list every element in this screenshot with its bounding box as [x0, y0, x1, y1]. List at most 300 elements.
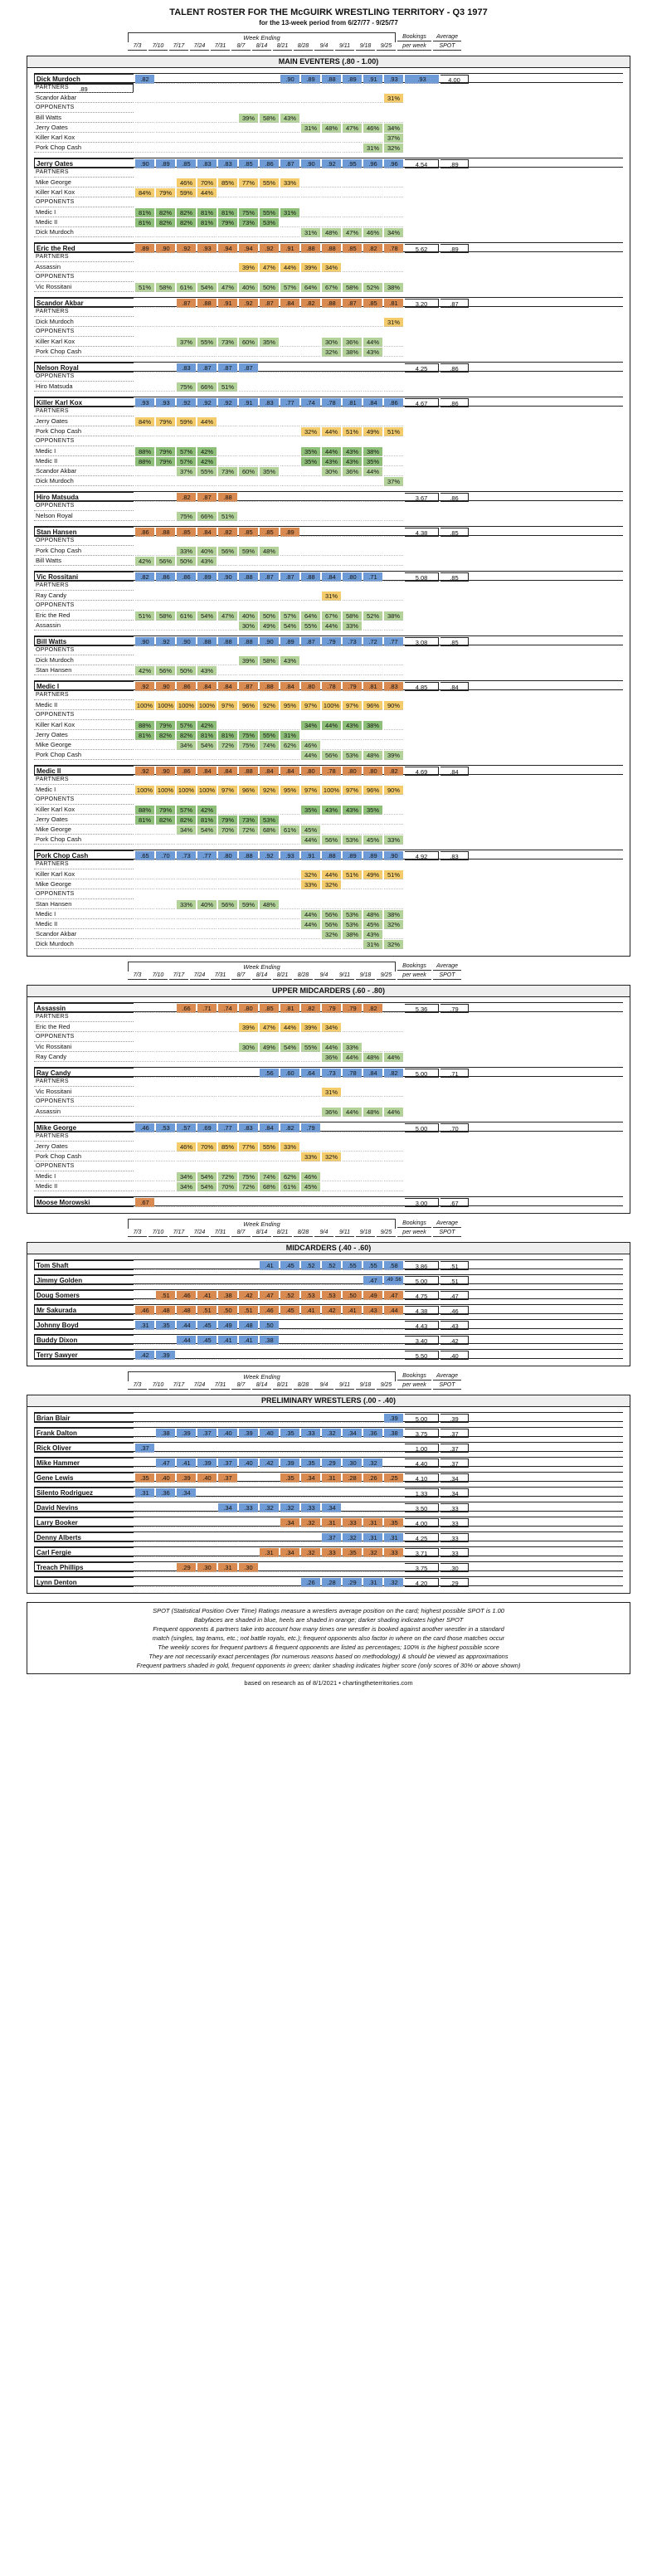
- opponent-cell: 82%: [156, 218, 175, 227]
- opponent-cell: 55%: [197, 338, 217, 347]
- week-label: 9/18: [356, 42, 375, 51]
- partner-cell: [343, 417, 362, 426]
- partner-cell: 44%: [197, 417, 217, 426]
- opponents-label: OPPONENTS: [34, 372, 134, 382]
- spot-cell: .67: [135, 1198, 154, 1207]
- opponent-cell: [343, 477, 362, 486]
- wrestler-block: [34, 1289, 623, 1299]
- opponent-cell: 47%: [218, 283, 237, 292]
- opponent-cell: [384, 806, 403, 815]
- week-label: 7/17: [169, 1381, 188, 1390]
- opponent-cell: [197, 910, 217, 919]
- opponent-cell: [322, 731, 341, 740]
- partner-cell: [260, 1088, 279, 1097]
- partner-cell: [177, 427, 196, 436]
- opponent-cell: 42%: [197, 806, 217, 815]
- opponent-cell: 58%: [260, 656, 279, 665]
- opponent-cell: 62%: [280, 1172, 299, 1181]
- partner-cell: [239, 870, 258, 879]
- partner-name: Mike George: [34, 178, 134, 187]
- opponent-cell: [322, 1182, 341, 1191]
- spot-cell: [135, 299, 154, 308]
- opponents-label: OPPONENTS: [34, 889, 134, 899]
- opponent-cell: 47%: [343, 124, 362, 133]
- partner-row: [34, 785, 623, 795]
- opponents-header: [34, 501, 623, 511]
- opponent-name: Dick Murdoch: [34, 227, 134, 237]
- roster-section: [27, 985, 630, 1214]
- average-spot: .85: [440, 572, 469, 582]
- opponent-cell: 79%: [156, 447, 175, 456]
- wrestler-block: [34, 1561, 623, 1571]
- spot-cell: .39: [197, 1458, 217, 1468]
- note-line: The weekly scores for frequent partners & frequent opponents are listed as percentages; 100% is the highest possible score: [158, 1643, 499, 1651]
- opponent-cell: [177, 114, 196, 123]
- per-week-label: per week: [397, 1229, 431, 1237]
- spot-cell: [384, 1336, 403, 1345]
- opponent-cell: 72%: [218, 741, 237, 750]
- spot-cell: [239, 1069, 258, 1078]
- opponent-cell: [260, 382, 279, 392]
- opponent-cell: [135, 134, 154, 143]
- spot-cell: .31: [322, 1473, 341, 1483]
- spot-cell: [280, 1578, 299, 1587]
- partner-cell: 47%: [260, 1023, 279, 1032]
- opponent-cell: 44%: [322, 621, 341, 631]
- opponent-cell: 37%: [177, 338, 196, 347]
- bookings-label: Bookings: [397, 1220, 431, 1228]
- partner-cell: 97%: [218, 701, 237, 710]
- opponent-cell: [156, 900, 175, 909]
- opponent-cell: 57%: [177, 806, 196, 815]
- spot-cell: .90: [301, 159, 320, 168]
- spot-cell: .77: [218, 1123, 237, 1132]
- opponent-cell: [322, 900, 341, 909]
- opponent-cell: [218, 1053, 237, 1062]
- spot-cell: .81: [363, 682, 382, 691]
- spot-cell: .85: [260, 1004, 279, 1013]
- spot-cell: .89: [280, 637, 299, 646]
- opponent-cell: 32%: [384, 920, 403, 929]
- partner-cell: 44%: [197, 188, 217, 197]
- bookings-value: 3.86: [405, 1261, 439, 1270]
- spot-cell: [177, 1444, 196, 1453]
- partner-cell: 31%: [322, 592, 341, 601]
- wrestler-row: [34, 491, 623, 501]
- week-label: 9/25: [377, 42, 396, 51]
- opponent-cell: [363, 656, 382, 665]
- opponent-cell: 31%: [280, 208, 299, 217]
- week-label: 8/21: [273, 1229, 292, 1237]
- spot-cell: .90: [384, 851, 403, 860]
- spot-cell: .52: [280, 1291, 299, 1300]
- spot-cell: .35: [280, 1473, 299, 1483]
- per-week-label: per week: [397, 1381, 431, 1390]
- opponent-cell: 54%: [280, 621, 299, 631]
- opponent-cell: 48%: [260, 547, 279, 556]
- wrestler-row: [34, 1427, 623, 1437]
- spot-cell: [177, 1414, 196, 1423]
- average-spot: .43: [440, 1321, 469, 1330]
- spot-cell: [177, 1261, 196, 1270]
- opponent-cell: [384, 1043, 403, 1052]
- average-spot: .33: [440, 1533, 469, 1542]
- opponent-cell: 42%: [135, 557, 154, 566]
- opponent-cell: 33%: [343, 621, 362, 631]
- opponent-row: [34, 143, 623, 153]
- opponent-cell: [156, 124, 175, 133]
- spot-cell: .78: [322, 682, 341, 691]
- spot-cell: .89: [363, 851, 382, 860]
- opponent-cell: 56%: [322, 920, 341, 929]
- spot-cell: .53: [301, 1291, 320, 1300]
- partner-row: [34, 93, 623, 103]
- opponent-cell: [301, 666, 320, 675]
- partner-cell: [301, 188, 320, 197]
- spot-cell: .82: [135, 75, 154, 84]
- opponent-cell: [218, 806, 237, 815]
- spot-cell: .45: [280, 1306, 299, 1315]
- spot-cell: [384, 363, 403, 373]
- opponent-cell: 32%: [322, 930, 341, 939]
- spot-cell: [322, 1351, 341, 1360]
- partners-label: PARTNERS: [34, 1012, 134, 1022]
- opponent-cell: [363, 382, 382, 392]
- opponent-cell: [260, 557, 279, 566]
- opponent-name: Mike George: [34, 825, 134, 835]
- opponent-cell: 43%: [197, 557, 217, 566]
- opponent-name: Medic I: [34, 207, 134, 217]
- opponent-name: Eric the Red: [34, 611, 134, 621]
- spot-cell: [177, 1069, 196, 1078]
- spot-cell: .49 .56: [384, 1276, 403, 1285]
- spot-cell: [363, 1414, 382, 1423]
- roster-content: [27, 32, 630, 1594]
- wrestler-name: Moose Morowski: [34, 1197, 134, 1207]
- opponent-name: Pork Chop Cash: [34, 546, 134, 556]
- week-header-top: [27, 32, 630, 42]
- opponent-cell: 44%: [301, 910, 320, 919]
- spot-cell: .80: [343, 767, 362, 776]
- partner-cell: [384, 1142, 403, 1152]
- opponent-cell: [363, 666, 382, 675]
- spot-cell: .46: [177, 1291, 196, 1300]
- opponent-cell: [301, 547, 320, 556]
- opponent-row: [34, 1107, 623, 1117]
- partner-cell: [280, 1152, 299, 1161]
- partner-cell: [280, 1088, 299, 1097]
- week-label: 8/14: [252, 971, 271, 980]
- spot-cell: [197, 1444, 217, 1453]
- partner-cell: 77%: [239, 1142, 258, 1152]
- bookings-value: 5.00: [405, 1123, 439, 1132]
- opponents-label: OPPONENTS: [34, 536, 134, 546]
- wrestler-name: Brian Blair: [34, 1413, 134, 1423]
- opponent-cell: 58%: [156, 283, 175, 292]
- partner-cell: [239, 188, 258, 197]
- opponent-cell: [135, 930, 154, 939]
- wrestler-block: [34, 1002, 623, 1062]
- opponent-cell: [343, 144, 362, 153]
- opponent-cell: [135, 467, 154, 476]
- opponent-cell: 61%: [280, 1182, 299, 1191]
- opponent-cell: 43%: [197, 666, 217, 675]
- average-spot: .40: [440, 1351, 469, 1360]
- opponent-cell: [239, 348, 258, 357]
- partner-cell: 79%: [156, 417, 175, 426]
- spot-cell: .47: [260, 1291, 279, 1300]
- partner-cell: [384, 188, 403, 197]
- spot-cell: [301, 1414, 320, 1423]
- spot-cell: .86: [156, 572, 175, 582]
- opponent-cell: 50%: [260, 611, 279, 621]
- opponent-cell: [156, 1053, 175, 1062]
- opponent-cell: [239, 721, 258, 730]
- opponent-cell: [177, 124, 196, 133]
- spot-cell: .50: [260, 1321, 279, 1330]
- spot-cell: .93: [384, 75, 403, 84]
- partner-cell: [322, 188, 341, 197]
- spot-cell: .33: [239, 1503, 258, 1512]
- spot-cell: .93: [156, 398, 175, 407]
- spot-cell: .58: [384, 1261, 403, 1270]
- spot-cell: .90: [156, 244, 175, 253]
- opponent-cell: 81%: [135, 816, 154, 825]
- spot-cell: [218, 1578, 237, 1587]
- opponent-cell: [384, 825, 403, 835]
- average-spot: .87: [440, 299, 469, 308]
- week-label: 9/25: [377, 971, 396, 980]
- bookings-value: 4.92: [405, 851, 439, 860]
- opponent-cell: 81%: [197, 731, 217, 740]
- opponent-cell: [218, 144, 237, 153]
- opponents-label: OPPONENTS: [34, 601, 134, 611]
- bookings-value: 5.00: [405, 1276, 439, 1285]
- spot-cell: [343, 1321, 362, 1330]
- spot-cell: .45: [197, 1336, 217, 1345]
- per-week-label: per week: [397, 971, 431, 980]
- partner-cell: [322, 94, 341, 103]
- partner-name: Pork Chop Cash: [34, 1152, 134, 1161]
- spot-cell: [135, 1533, 154, 1542]
- opponent-cell: 36%: [322, 1108, 341, 1117]
- opponent-cell: [322, 1172, 341, 1181]
- wrestler-row: [34, 397, 623, 407]
- spot-cell: .71: [197, 1004, 217, 1013]
- opponent-cell: [218, 910, 237, 919]
- opponent-name: Scandor Akbar: [34, 929, 134, 939]
- opponent-cell: [363, 208, 382, 217]
- spot-cell: .90: [218, 572, 237, 582]
- opponent-cell: 56%: [322, 835, 341, 845]
- opponent-cell: [177, 751, 196, 760]
- opponent-cell: 38%: [384, 910, 403, 919]
- spot-cell: [135, 1004, 154, 1013]
- spot-cell: .31: [363, 1578, 382, 1587]
- opponent-cell: [197, 114, 217, 123]
- partner-cell: 31%: [384, 318, 403, 327]
- opponent-cell: 33%: [343, 1043, 362, 1052]
- partners-header: [34, 1132, 623, 1142]
- opponent-cell: 34%: [384, 228, 403, 237]
- opponent-cell: [343, 547, 362, 556]
- spot-cell: .79: [322, 637, 341, 646]
- average-spot: .86: [440, 363, 469, 373]
- week-label: 8/7: [231, 42, 251, 51]
- partner-cell: [135, 880, 154, 889]
- opponents-header: [34, 103, 623, 113]
- spot-cell: .71: [363, 572, 382, 582]
- spot-cell: [239, 1414, 258, 1423]
- partner-cell: [384, 263, 403, 272]
- opponent-cell: 37%: [384, 477, 403, 486]
- spot-cell: .41: [343, 1306, 362, 1315]
- opponent-cell: [135, 547, 154, 556]
- spot-cell: .73: [322, 1069, 341, 1078]
- week-label: 7/10: [148, 1381, 168, 1390]
- opponent-cell: [177, 144, 196, 153]
- opponent-cell: [156, 348, 175, 357]
- spot-cell: .39: [239, 1429, 258, 1438]
- opponent-cell: 48%: [363, 910, 382, 919]
- opponent-cell: 57%: [280, 283, 299, 292]
- opponent-cell: [343, 114, 362, 123]
- opponent-cell: [218, 114, 237, 123]
- opponent-name: Jerry Oates: [34, 730, 134, 740]
- partner-cell: [177, 94, 196, 103]
- partner-cell: 33%: [280, 1142, 299, 1152]
- page-subtitle: for the 13-week period from 6/27/77 - 9/25/77: [259, 19, 398, 27]
- opponent-cell: [280, 806, 299, 815]
- partner-cell: [197, 1152, 217, 1161]
- partner-cell: 32%: [322, 1152, 341, 1161]
- opponent-cell: [343, 512, 362, 521]
- opponent-cell: [197, 228, 217, 237]
- opponent-cell: [322, 218, 341, 227]
- average-spot: .37: [440, 1444, 469, 1453]
- opponent-cell: [280, 144, 299, 153]
- opponent-cell: [260, 930, 279, 939]
- opponent-name: Ray Candy: [34, 1052, 134, 1062]
- opponent-cell: [218, 124, 237, 133]
- spot-cell: .79: [343, 1004, 362, 1013]
- opponent-row: [34, 133, 623, 143]
- spot-cell: [239, 1488, 258, 1497]
- opponent-cell: [135, 477, 154, 486]
- opponent-cell: [260, 806, 279, 815]
- partner-cell: 100%: [136, 701, 153, 709]
- partner-cell: [197, 1023, 217, 1032]
- opponent-cell: 34%: [177, 741, 196, 750]
- opponent-cell: 79%: [218, 218, 237, 227]
- spot-cell: [197, 1276, 217, 1285]
- spot-cell: .85: [363, 299, 382, 308]
- opponent-cell: 46%: [301, 741, 320, 750]
- spot-cell: .88: [260, 682, 279, 691]
- spot-cell: .78: [322, 398, 341, 407]
- opponent-cell: [301, 382, 320, 392]
- opponent-cell: 32%: [384, 940, 403, 949]
- partner-cell: [177, 1023, 196, 1032]
- opponent-cell: 31%: [301, 124, 320, 133]
- spot-cell: [260, 1533, 279, 1542]
- partner-cell: [343, 1088, 362, 1097]
- spot-cell: [239, 493, 258, 502]
- spot-cell: [280, 1488, 299, 1497]
- opponent-cell: 43%: [343, 447, 362, 456]
- average-spot: .85: [440, 637, 469, 646]
- opponent-cell: [322, 208, 341, 217]
- wrestler-name: Silento Rodriguez: [34, 1488, 134, 1497]
- spot-cell: [363, 528, 382, 537]
- partner-cell: 39%: [301, 263, 320, 272]
- wrestler-name: Medic II: [34, 766, 134, 776]
- week-label: 7/31: [211, 42, 230, 51]
- week-label: 7/24: [190, 1229, 209, 1237]
- spot-cell: [384, 1321, 403, 1330]
- wrestler-row: [34, 1002, 623, 1012]
- spot-cell: [197, 1533, 217, 1542]
- partner-cell: [197, 1088, 217, 1097]
- spot-cell: .77: [384, 637, 403, 646]
- wrestler-row: [34, 242, 623, 252]
- wrestler-row: [34, 850, 623, 859]
- partners-label: PARTNERS: [34, 407, 134, 416]
- opponent-cell: [239, 666, 258, 675]
- opponent-cell: [301, 940, 320, 949]
- spot-cell: .30: [239, 1563, 258, 1572]
- spot-cell: .35: [135, 1473, 154, 1483]
- spot-cell: .32: [363, 1548, 382, 1557]
- partner-name: Medic II: [34, 700, 134, 710]
- week-label: 9/11: [335, 1381, 354, 1390]
- spot-cell: [156, 75, 175, 84]
- opponent-cell: [135, 338, 154, 347]
- spot-cell: .79: [343, 682, 362, 691]
- wrestler-row: [34, 1576, 623, 1586]
- partner-cell: 33%: [301, 880, 320, 889]
- opponent-cell: [384, 457, 403, 466]
- opponent-cell: [239, 1108, 258, 1117]
- spot-cell: .50: [218, 1306, 237, 1315]
- opponent-cell: 46%: [363, 124, 382, 133]
- opponent-cell: 44%: [301, 920, 320, 929]
- bookings-value: 1.33: [405, 1488, 439, 1497]
- opponent-cell: [363, 1172, 382, 1181]
- opponent-cell: 45%: [363, 835, 382, 845]
- wrestler-row: [34, 1546, 623, 1556]
- opponents-label: OPPONENTS: [34, 197, 134, 207]
- spot-cell: .90: [260, 637, 279, 646]
- opponent-cell: 50%: [177, 666, 196, 675]
- wrestler-row: [34, 1067, 623, 1077]
- partner-cell: [218, 318, 237, 327]
- spot-cell: .35: [280, 1429, 299, 1438]
- wrestler-row: [34, 680, 623, 690]
- opponent-cell: 38%: [384, 283, 403, 292]
- wrestler-block: [34, 1576, 623, 1586]
- spot-cell: [197, 1198, 217, 1207]
- partner-cell: [280, 318, 299, 327]
- spot-cell: [301, 363, 320, 373]
- opponents-label: OPPONENTS: [34, 327, 134, 337]
- spot-cell: .96: [384, 159, 403, 168]
- wrestler-block: [34, 765, 623, 845]
- opponent-cell: 43%: [343, 457, 362, 466]
- spot-cell: .88: [239, 637, 258, 646]
- week-ending-label: Week Ending: [128, 32, 396, 42]
- partner-cell: [260, 427, 279, 436]
